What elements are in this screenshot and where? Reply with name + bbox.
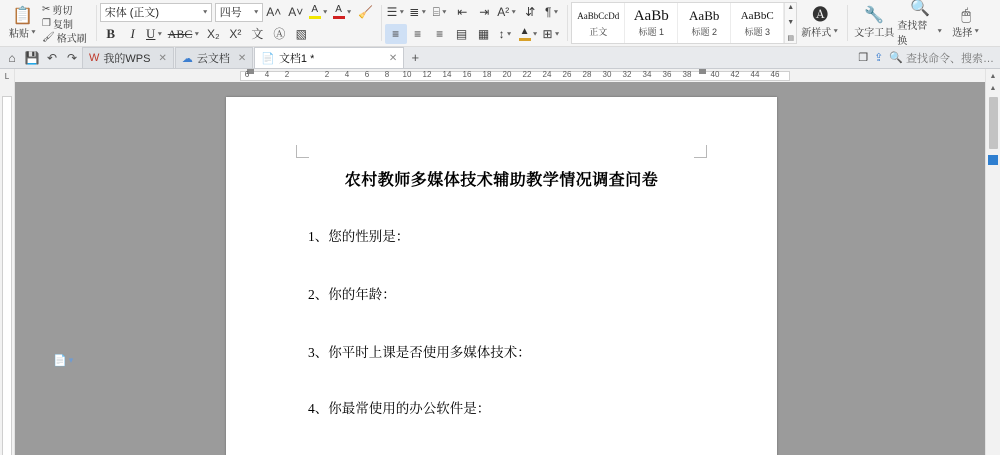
select-objects-icon: 🖱 xyxy=(961,7,972,24)
align-left-icon: ≡ xyxy=(392,27,400,41)
ruler-track xyxy=(240,71,790,81)
new-tab-button[interactable] xyxy=(405,47,425,68)
shading-icon: ▲ xyxy=(519,27,531,41)
document-title: 农村教师多媒体技术辅助教学情况调查问卷 xyxy=(344,172,659,189)
scroll-up-icon[interactable]: ▲ xyxy=(787,4,795,11)
ruler-number: 10 xyxy=(402,70,412,79)
style-item-heading-3[interactable] xyxy=(731,3,784,43)
new-style-button[interactable] xyxy=(797,2,843,44)
style-preview: AaBbC xyxy=(740,10,774,22)
select-objects-button[interactable] xyxy=(943,2,989,44)
close-icon[interactable]: ✕ xyxy=(158,52,167,64)
chevron-down-icon: ▼ xyxy=(832,28,840,35)
ruler-number: 42 xyxy=(730,70,740,79)
format-painter-label: 格式刷 xyxy=(56,33,87,45)
ruler-number: 28 xyxy=(582,70,592,79)
share-icon[interactable]: ⇪ xyxy=(874,52,884,64)
asian-layout-icon: A² xyxy=(497,5,510,19)
gallery-more-icon[interactable]: ▤ xyxy=(787,35,795,42)
search-icon: 🔍 xyxy=(889,52,903,64)
search-replace-label: 查找替换 xyxy=(897,20,928,47)
style-preview: AaBb xyxy=(633,8,669,24)
wps-logo-icon: W xyxy=(89,52,100,64)
question-3: 3、你平时上课是否使用多媒体技术： xyxy=(308,345,531,360)
paintbrush-icon: 🖌 xyxy=(42,31,55,43)
tab-my-wps[interactable] xyxy=(82,47,174,68)
chevron-down-icon: ▼ xyxy=(201,9,209,15)
sort-button[interactable] xyxy=(519,2,541,22)
chevron-down-icon: ▼ xyxy=(252,9,260,15)
style-item-normal[interactable] xyxy=(572,3,625,43)
ruler-number: 2 xyxy=(284,70,290,79)
chevron-down-icon: ▼ xyxy=(552,9,560,15)
style-name: 标题 3 xyxy=(744,27,770,37)
question-2: 2、你的年龄： xyxy=(308,287,396,302)
character-shading-icon: ▧ xyxy=(295,27,307,41)
bullet-list-button[interactable] xyxy=(385,2,408,22)
horizontal-ruler[interactable] xyxy=(15,69,985,83)
close-icon[interactable]: ✕ xyxy=(388,52,398,64)
document-body xyxy=(0,82,1000,455)
asian-layout-button[interactable] xyxy=(495,2,519,22)
chevron-down-icon: ▼ xyxy=(193,31,201,37)
ruler-number: 2 xyxy=(324,70,330,79)
line-spacing-icon: ↕ xyxy=(498,27,505,41)
style-name: 标题 1 xyxy=(638,27,664,37)
ruler-number: 12 xyxy=(422,70,432,79)
increase-indent-icon: ⇥ xyxy=(479,5,490,19)
align-center-icon: ≡ xyxy=(414,27,422,41)
style-preview: AaBb xyxy=(689,8,720,23)
style-name: 标题 2 xyxy=(691,27,717,37)
sort-icon: ⇵ xyxy=(525,5,536,19)
character-border-icon: Ⓐ xyxy=(273,27,286,41)
shrink-font-button[interactable] xyxy=(285,2,307,22)
document-canvas[interactable] xyxy=(15,82,1000,455)
search-placeholder: 查找命令、搜索… xyxy=(906,52,994,65)
line-spacing-button[interactable] xyxy=(495,24,517,44)
scroll-up-icon[interactable]: ▲ xyxy=(989,85,997,92)
strikethrough-icon: ABC xyxy=(167,26,193,41)
paste-button[interactable] xyxy=(6,2,40,44)
ruler-scroll-up-button[interactable]: ▲ xyxy=(985,69,1000,83)
new-tab-label: + xyxy=(411,50,420,65)
ruler-number: 6 xyxy=(244,70,250,79)
ruler-number: 18 xyxy=(482,70,492,79)
ribbon-toolbar xyxy=(0,0,1000,47)
ruler-number: 20 xyxy=(502,70,512,79)
save-icon[interactable]: 💾 xyxy=(24,50,40,65)
show-paragraph-marks-icon: ¶ xyxy=(545,5,552,19)
font-size-value: 四号 xyxy=(219,7,242,19)
vertical-scrollbar[interactable] xyxy=(985,82,1000,455)
ribbon-group-tools xyxy=(847,0,993,46)
style-preview: AaBbCcDd xyxy=(577,11,620,21)
page-navigator-icon[interactable] xyxy=(988,155,998,165)
align-right-button[interactable] xyxy=(429,24,451,44)
phonetic-guide-button[interactable] xyxy=(246,24,268,44)
search-replace-icon: 🔍 xyxy=(910,0,931,17)
align-right-icon: ≡ xyxy=(436,27,444,41)
ruler-number: 26 xyxy=(562,70,572,79)
strikethrough-button[interactable] xyxy=(166,24,203,44)
borders-icon: ⊞ xyxy=(542,27,553,41)
styles-gallery-scrollbar[interactable] xyxy=(784,3,796,43)
distribute-icon: ▦ xyxy=(477,27,490,41)
document-tab-bar xyxy=(0,47,1000,69)
chevron-down-icon: ▼ xyxy=(398,9,406,15)
ribbon-group-styles xyxy=(567,0,847,46)
ruler-number: 4 xyxy=(344,70,350,79)
ruler-number: 30 xyxy=(602,70,612,79)
superscript-button[interactable] xyxy=(224,24,246,44)
style-item-heading-1[interactable] xyxy=(625,3,678,43)
chevron-down-icon: ▼ xyxy=(505,31,513,37)
clipboard-icon: 📋 xyxy=(12,5,34,25)
bold-button[interactable] xyxy=(100,24,122,44)
font-size-combobox[interactable] xyxy=(215,3,263,22)
tab-label: 文档1 * xyxy=(278,53,315,65)
chevron-down-icon: ▼ xyxy=(973,28,981,35)
copy-label: 复制 xyxy=(52,19,73,31)
ruler-number: 34 xyxy=(642,70,652,79)
cut-label: 剪切 xyxy=(52,5,73,17)
align-left-button[interactable] xyxy=(385,24,407,44)
chevron-down-icon: ▼ xyxy=(30,29,37,35)
grow-font-icon: A˄ xyxy=(266,5,282,19)
text-tools-button[interactable] xyxy=(851,2,897,44)
bold-icon: B xyxy=(106,26,116,41)
superscript-icon: X² xyxy=(229,27,242,41)
margin-mark-top-left xyxy=(296,145,309,158)
font-name-value: 宋体 (正文) xyxy=(104,7,160,19)
justify-icon: ▤ xyxy=(455,27,468,41)
tab-label: 我的WPS xyxy=(103,53,151,65)
justify-button[interactable] xyxy=(451,24,473,44)
question-1: 1、您的性别是： xyxy=(308,229,410,244)
scrollbar-thumb[interactable] xyxy=(989,97,998,149)
decrease-indent-icon: ⇤ xyxy=(457,5,468,19)
ruler-number: 6 xyxy=(364,70,370,79)
close-icon[interactable]: ✕ xyxy=(237,52,247,64)
italic-button[interactable] xyxy=(122,24,144,44)
search-replace-button[interactable] xyxy=(897,0,944,47)
tab-document-1[interactable] xyxy=(254,47,404,68)
ruler-number: 44 xyxy=(750,70,760,79)
ruler-number: 40 xyxy=(710,70,720,79)
ruler-number: 32 xyxy=(622,70,632,79)
chevron-down-icon: ▼ xyxy=(420,9,428,15)
text-highlight-icon: A xyxy=(309,5,321,19)
redo-icon[interactable]: ↷ xyxy=(66,50,78,65)
command-search-box[interactable] xyxy=(889,50,994,66)
chevron-down-icon: ▼ xyxy=(553,31,561,37)
ruler-number: 4 xyxy=(264,70,270,79)
font-color-icon: A xyxy=(333,5,345,19)
ruler-number: 22 xyxy=(522,70,532,79)
styles-gallery[interactable] xyxy=(571,2,797,44)
ruler-number: 24 xyxy=(542,70,552,79)
multilevel-list-icon: ⌸ xyxy=(432,5,440,19)
object-anchor-icon[interactable]: 📄 ▾ xyxy=(53,355,74,367)
cut-button[interactable] xyxy=(40,2,89,16)
distribute-button[interactable] xyxy=(473,24,495,44)
paste-label: 粘贴 xyxy=(9,28,30,40)
pinyin-guide-icon: 文 xyxy=(251,27,264,41)
text-highlight-button[interactable] xyxy=(307,2,331,22)
chevron-down-icon: ▼ xyxy=(936,28,944,35)
multilevel-list-button[interactable] xyxy=(429,2,451,22)
text-tools-icon: 🔧 xyxy=(864,7,885,24)
borders-button[interactable] xyxy=(541,24,563,44)
ruler-number: 36 xyxy=(662,70,672,79)
ruler-number: 16 xyxy=(462,70,472,79)
cloud-icon: ☁ xyxy=(181,52,193,65)
ruler-number: 14 xyxy=(442,70,452,79)
style-item-heading-2[interactable] xyxy=(678,3,731,43)
chevron-down-icon: ▼ xyxy=(440,9,448,15)
increase-indent-button[interactable] xyxy=(473,2,495,22)
shading-button[interactable] xyxy=(517,24,541,44)
document-icon: 📄 xyxy=(261,52,275,65)
italic-icon: I xyxy=(130,26,135,41)
underline-icon: U xyxy=(146,26,156,41)
clear-format-icon: 🧹 xyxy=(358,5,374,19)
font-name-combobox[interactable] xyxy=(100,3,212,22)
bullet-list-icon: ☰ xyxy=(386,5,398,19)
style-name: 正文 xyxy=(589,27,608,37)
question-4: 4、你最常使用的办公软件是： xyxy=(308,401,491,416)
character-border-button[interactable] xyxy=(268,24,290,44)
margin-mark-top-right xyxy=(694,145,707,158)
text-tools-label: 文字工具 xyxy=(854,28,895,39)
show-marks-button[interactable] xyxy=(541,2,563,22)
undo-icon[interactable]: ↶ xyxy=(46,50,58,65)
underline-button[interactable] xyxy=(144,24,166,44)
chevron-down-icon: ▼ xyxy=(321,9,329,15)
new-style-icon: 🅐 xyxy=(812,7,829,24)
copy-icon: ❐ xyxy=(42,17,51,29)
tab-label: 云文档 xyxy=(196,53,230,65)
vertical-ruler[interactable] xyxy=(0,82,15,455)
copy-button[interactable] xyxy=(40,16,89,30)
tab-cloud-docs[interactable] xyxy=(175,47,253,68)
window-restore-icon[interactable]: ❐ xyxy=(858,52,869,64)
new-style-label: 新样式 xyxy=(801,28,832,39)
subscript-button[interactable] xyxy=(202,24,224,44)
ribbon-group-clipboard xyxy=(0,0,96,46)
ruler-number: 46 xyxy=(770,70,780,79)
home-tab-icon[interactable]: ⌂ xyxy=(8,50,16,65)
tab-bar-right-tools xyxy=(858,47,1000,68)
shrink-font-icon: A˅ xyxy=(288,5,304,19)
scroll-down-icon[interactable]: ▼ xyxy=(787,19,795,26)
align-center-button[interactable] xyxy=(407,24,429,44)
select-label: 选择 xyxy=(952,28,973,39)
decrease-indent-button[interactable] xyxy=(451,2,473,22)
document-page[interactable] xyxy=(226,97,777,455)
numbered-list-icon: ≣ xyxy=(409,5,420,19)
ruler-number: 38 xyxy=(682,70,692,79)
ribbon-group-font xyxy=(96,0,381,46)
font-color-button[interactable] xyxy=(331,2,355,22)
chevron-down-icon: ▼ xyxy=(510,9,518,15)
right-indent-marker[interactable] xyxy=(699,69,706,74)
character-shading-button[interactable] xyxy=(290,24,312,44)
grow-font-button[interactable] xyxy=(263,2,285,22)
chevron-down-icon: ▼ xyxy=(531,31,539,37)
subscript-icon: X₂ xyxy=(206,27,220,41)
tab-stop-icon[interactable]: L xyxy=(0,69,15,83)
scissors-icon: ✂ xyxy=(42,3,51,15)
format-painter-button[interactable] xyxy=(40,30,89,44)
vertical-ruler-track xyxy=(2,96,12,455)
chevron-down-icon: ▼ xyxy=(345,9,353,15)
numbered-list-button[interactable] xyxy=(407,2,429,22)
chevron-down-icon: ▼ xyxy=(156,31,164,37)
ribbon-group-paragraph xyxy=(381,0,568,46)
ruler-number: 8 xyxy=(384,70,390,79)
clear-format-button[interactable] xyxy=(355,2,377,22)
